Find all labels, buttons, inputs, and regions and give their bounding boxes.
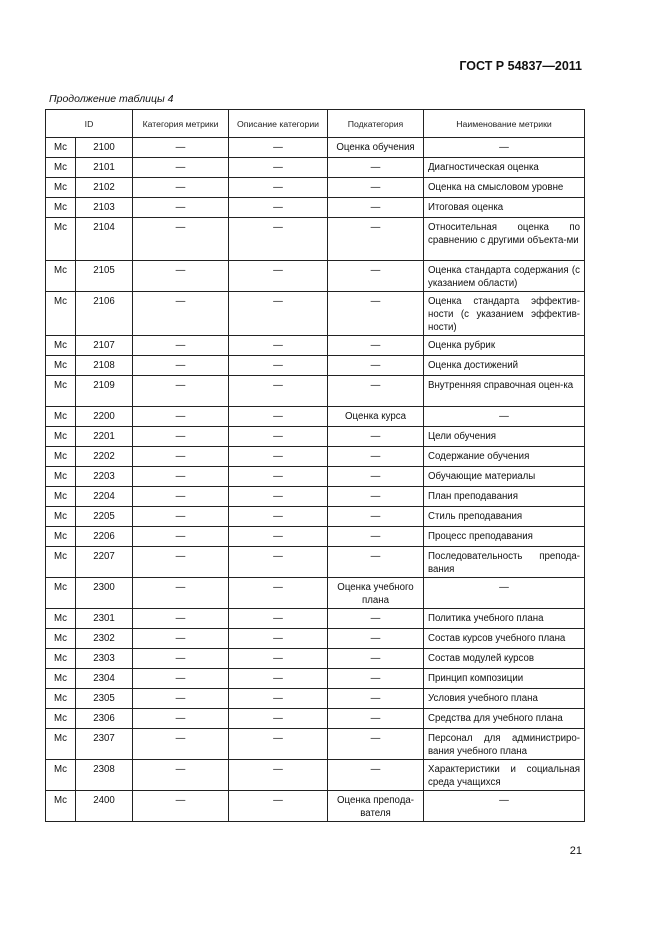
table-row (46, 336, 585, 356)
table-row (46, 467, 585, 487)
cell-metric-name: План преподавания (424, 487, 585, 507)
cell-id: 2100 (76, 138, 133, 158)
cell-metric-name: Состав курсов учебного плана (424, 629, 585, 649)
cell-type: Mc (46, 336, 76, 356)
cell-description: — (229, 261, 328, 292)
table-row (46, 218, 585, 261)
cell-subcategory: — (328, 689, 424, 709)
cell-category: — (133, 507, 229, 527)
cell-id: 2200 (76, 407, 133, 427)
table-row (46, 609, 585, 629)
cell-description: — (229, 547, 328, 578)
cell-subcategory: — (328, 487, 424, 507)
cell-type: Mc (46, 578, 76, 609)
table-row (46, 729, 585, 760)
cell-type: Mc (46, 218, 76, 261)
cell-metric-name: Политика учебного плана (424, 609, 585, 629)
cell-description: — (229, 527, 328, 547)
cell-description: — (229, 447, 328, 467)
cell-description: — (229, 507, 328, 527)
cell-type: Mc (46, 198, 76, 218)
cell-id: 2305 (76, 689, 133, 709)
cell-description: — (229, 198, 328, 218)
cell-metric-name: — (424, 791, 585, 822)
cell-subcategory: — (328, 760, 424, 791)
cell-subcategory: — (328, 376, 424, 407)
cell-description: — (229, 629, 328, 649)
cell-type: Mc (46, 791, 76, 822)
cell-metric-name: — (424, 578, 585, 609)
cell-id: 2308 (76, 760, 133, 791)
cell-subcategory: — (328, 198, 424, 218)
cell-subcategory: — (328, 609, 424, 629)
cell-subcategory: — (328, 427, 424, 447)
page-number: 21 (569, 845, 582, 857)
cell-metric-name: Итоговая оценка (424, 198, 585, 218)
cell-id: 2207 (76, 547, 133, 578)
cell-description: — (229, 729, 328, 760)
cell-metric-name: Оценка достижений (424, 356, 585, 376)
cell-id: 2109 (76, 376, 133, 407)
cell-id: 2205 (76, 507, 133, 527)
cell-category: — (133, 376, 229, 407)
cell-category: — (133, 527, 229, 547)
cell-metric-name: Условия учебного плана (424, 689, 585, 709)
cell-subcategory: — (328, 629, 424, 649)
cell-category: — (133, 356, 229, 376)
table-row (46, 649, 585, 669)
cell-type: Mc (46, 527, 76, 547)
cell-category: — (133, 178, 229, 198)
cell-id: 2201 (76, 427, 133, 447)
table-caption: Продолжение таблицы 4 (49, 93, 174, 105)
cell-category: — (133, 649, 229, 669)
cell-category: — (133, 669, 229, 689)
cell-metric-name: Оценка стандарта эффектив-ности (с указанием эффектив-ности) (424, 292, 585, 336)
cell-subcategory: Оценка учебного плана (328, 578, 424, 609)
cell-type: Mc (46, 356, 76, 376)
cell-category: — (133, 407, 229, 427)
cell-description: — (229, 138, 328, 158)
cell-subcategory: — (328, 292, 424, 336)
cell-metric-name: Оценка рубрик (424, 336, 585, 356)
cell-metric-name: Внутренняя справочная оцен-ка (424, 376, 585, 407)
cell-description: — (229, 649, 328, 669)
cell-type: Mc (46, 138, 76, 158)
cell-id: 2400 (76, 791, 133, 822)
cell-description: — (229, 487, 328, 507)
column-header-description: Описание категории (229, 110, 328, 138)
cell-type: Mc (46, 292, 76, 336)
cell-category: — (133, 547, 229, 578)
column-header-category: Категория метрики (133, 110, 229, 138)
cell-category: — (133, 791, 229, 822)
cell-type: Mc (46, 760, 76, 791)
cell-id: 2203 (76, 467, 133, 487)
cell-category: — (133, 447, 229, 467)
table-row (46, 578, 585, 609)
table-row (46, 447, 585, 467)
cell-id: 2304 (76, 669, 133, 689)
cell-category: — (133, 629, 229, 649)
table-row (46, 689, 585, 709)
cell-subcategory: — (328, 178, 424, 198)
column-header-metric-name: Наименование метрики (424, 110, 585, 138)
table-row (46, 791, 585, 822)
cell-description: — (229, 467, 328, 487)
cell-id: 2204 (76, 487, 133, 507)
standard-header: ГОСТ Р 54837—2011 (459, 59, 582, 73)
cell-subcategory: — (328, 507, 424, 527)
cell-description: — (229, 158, 328, 178)
cell-type: Mc (46, 669, 76, 689)
cell-subcategory: Оценка препода-вателя (328, 791, 424, 822)
cell-type: Mc (46, 649, 76, 669)
cell-description: — (229, 689, 328, 709)
cell-id: 2106 (76, 292, 133, 336)
cell-subcategory: — (328, 261, 424, 292)
cell-type: Mc (46, 178, 76, 198)
cell-type: Mc (46, 609, 76, 629)
table-row (46, 407, 585, 427)
cell-category: — (133, 158, 229, 178)
cell-metric-name: Средства для учебного плана (424, 709, 585, 729)
cell-type: Mc (46, 689, 76, 709)
cell-type: Mc (46, 158, 76, 178)
cell-id: 2302 (76, 629, 133, 649)
cell-category: — (133, 487, 229, 507)
cell-metric-name: — (424, 407, 585, 427)
cell-subcategory: — (328, 447, 424, 467)
cell-type: Mc (46, 629, 76, 649)
cell-type: Mc (46, 376, 76, 407)
cell-id: 2301 (76, 609, 133, 629)
cell-metric-name: Цели обучения (424, 427, 585, 447)
cell-type: Mc (46, 709, 76, 729)
table-body (46, 138, 585, 822)
cell-category: — (133, 609, 229, 629)
cell-id: 2101 (76, 158, 133, 178)
cell-id: 2202 (76, 447, 133, 467)
metrics-table (45, 109, 585, 822)
cell-category: — (133, 760, 229, 791)
cell-metric-name: Стиль преподавания (424, 507, 585, 527)
table-row (46, 261, 585, 292)
cell-type: Mc (46, 507, 76, 527)
cell-category: — (133, 689, 229, 709)
cell-metric-name: Диагностическая оценка (424, 158, 585, 178)
table-row (46, 527, 585, 547)
cell-description: — (229, 427, 328, 447)
cell-type: Mc (46, 407, 76, 427)
cell-description: — (229, 760, 328, 791)
table-row (46, 427, 585, 447)
cell-category: — (133, 709, 229, 729)
cell-category: — (133, 336, 229, 356)
cell-description: — (229, 292, 328, 336)
cell-metric-name: Процесс преподавания (424, 527, 585, 547)
table-row (46, 487, 585, 507)
cell-subcategory: — (328, 356, 424, 376)
cell-description: — (229, 376, 328, 407)
cell-id: 2206 (76, 527, 133, 547)
cell-subcategory: — (328, 158, 424, 178)
cell-type: Mc (46, 487, 76, 507)
cell-description: — (229, 336, 328, 356)
table-row (46, 356, 585, 376)
cell-metric-name: Персонал для администриро-вания учебного плана (424, 729, 585, 760)
cell-id: 2103 (76, 198, 133, 218)
cell-metric-name: Последовательность препода-вания (424, 547, 585, 578)
table-row (46, 198, 585, 218)
cell-subcategory: — (328, 547, 424, 578)
cell-description: — (229, 218, 328, 261)
cell-subcategory: — (328, 467, 424, 487)
cell-subcategory: — (328, 336, 424, 356)
cell-metric-name: Состав модулей курсов (424, 649, 585, 669)
cell-id: 2107 (76, 336, 133, 356)
cell-subcategory: Оценка курса (328, 407, 424, 427)
cell-id: 2105 (76, 261, 133, 292)
table-row (46, 376, 585, 407)
cell-category: — (133, 467, 229, 487)
cell-category: — (133, 292, 229, 336)
cell-category: — (133, 427, 229, 447)
cell-subcategory: — (328, 669, 424, 689)
table-row (46, 507, 585, 527)
cell-subcategory: Оценка обучения (328, 138, 424, 158)
table-row (46, 138, 585, 158)
table-row (46, 547, 585, 578)
cell-description: — (229, 609, 328, 629)
cell-category: — (133, 578, 229, 609)
cell-type: Mc (46, 447, 76, 467)
cell-type: Mc (46, 467, 76, 487)
cell-type: Mc (46, 261, 76, 292)
cell-metric-name: Содержание обучения (424, 447, 585, 467)
cell-subcategory: — (328, 527, 424, 547)
table-row (46, 760, 585, 791)
cell-metric-name: Относительная оценка по сравнению с другими объекта-ми (424, 218, 585, 261)
cell-description: — (229, 709, 328, 729)
cell-id: 2108 (76, 356, 133, 376)
cell-id: 2104 (76, 218, 133, 261)
cell-category: — (133, 261, 229, 292)
cell-id: 2102 (76, 178, 133, 198)
table-row (46, 292, 585, 336)
cell-metric-name: Обучающие материалы (424, 467, 585, 487)
table-row (46, 178, 585, 198)
cell-category: — (133, 138, 229, 158)
cell-category: — (133, 198, 229, 218)
cell-category: — (133, 729, 229, 760)
cell-description: — (229, 356, 328, 376)
cell-metric-name: Оценка на смысловом уровне (424, 178, 585, 198)
cell-description: — (229, 669, 328, 689)
cell-subcategory: — (328, 709, 424, 729)
cell-id: 2307 (76, 729, 133, 760)
table-row (46, 669, 585, 689)
cell-description: — (229, 407, 328, 427)
cell-id: 2300 (76, 578, 133, 609)
cell-type: Mc (46, 729, 76, 760)
cell-metric-name: Оценка стандарта содержания (с указанием области) (424, 261, 585, 292)
cell-type: Mc (46, 547, 76, 578)
cell-subcategory: — (328, 649, 424, 669)
table-row (46, 629, 585, 649)
cell-metric-name: — (424, 138, 585, 158)
cell-type: Mc (46, 427, 76, 447)
cell-description: — (229, 791, 328, 822)
cell-id: 2303 (76, 649, 133, 669)
table-row (46, 158, 585, 178)
table-header-row (46, 110, 585, 138)
cell-id: 2306 (76, 709, 133, 729)
cell-description: — (229, 578, 328, 609)
cell-description: — (229, 178, 328, 198)
cell-category: — (133, 218, 229, 261)
cell-subcategory: — (328, 218, 424, 261)
cell-metric-name: Принцип композиции (424, 669, 585, 689)
column-header-id: ID (46, 110, 133, 138)
cell-subcategory: — (328, 729, 424, 760)
cell-metric-name: Характеристики и социальная среда учащихся (424, 760, 585, 791)
table-row (46, 709, 585, 729)
column-header-subcategory: Подкатегория (328, 110, 424, 138)
